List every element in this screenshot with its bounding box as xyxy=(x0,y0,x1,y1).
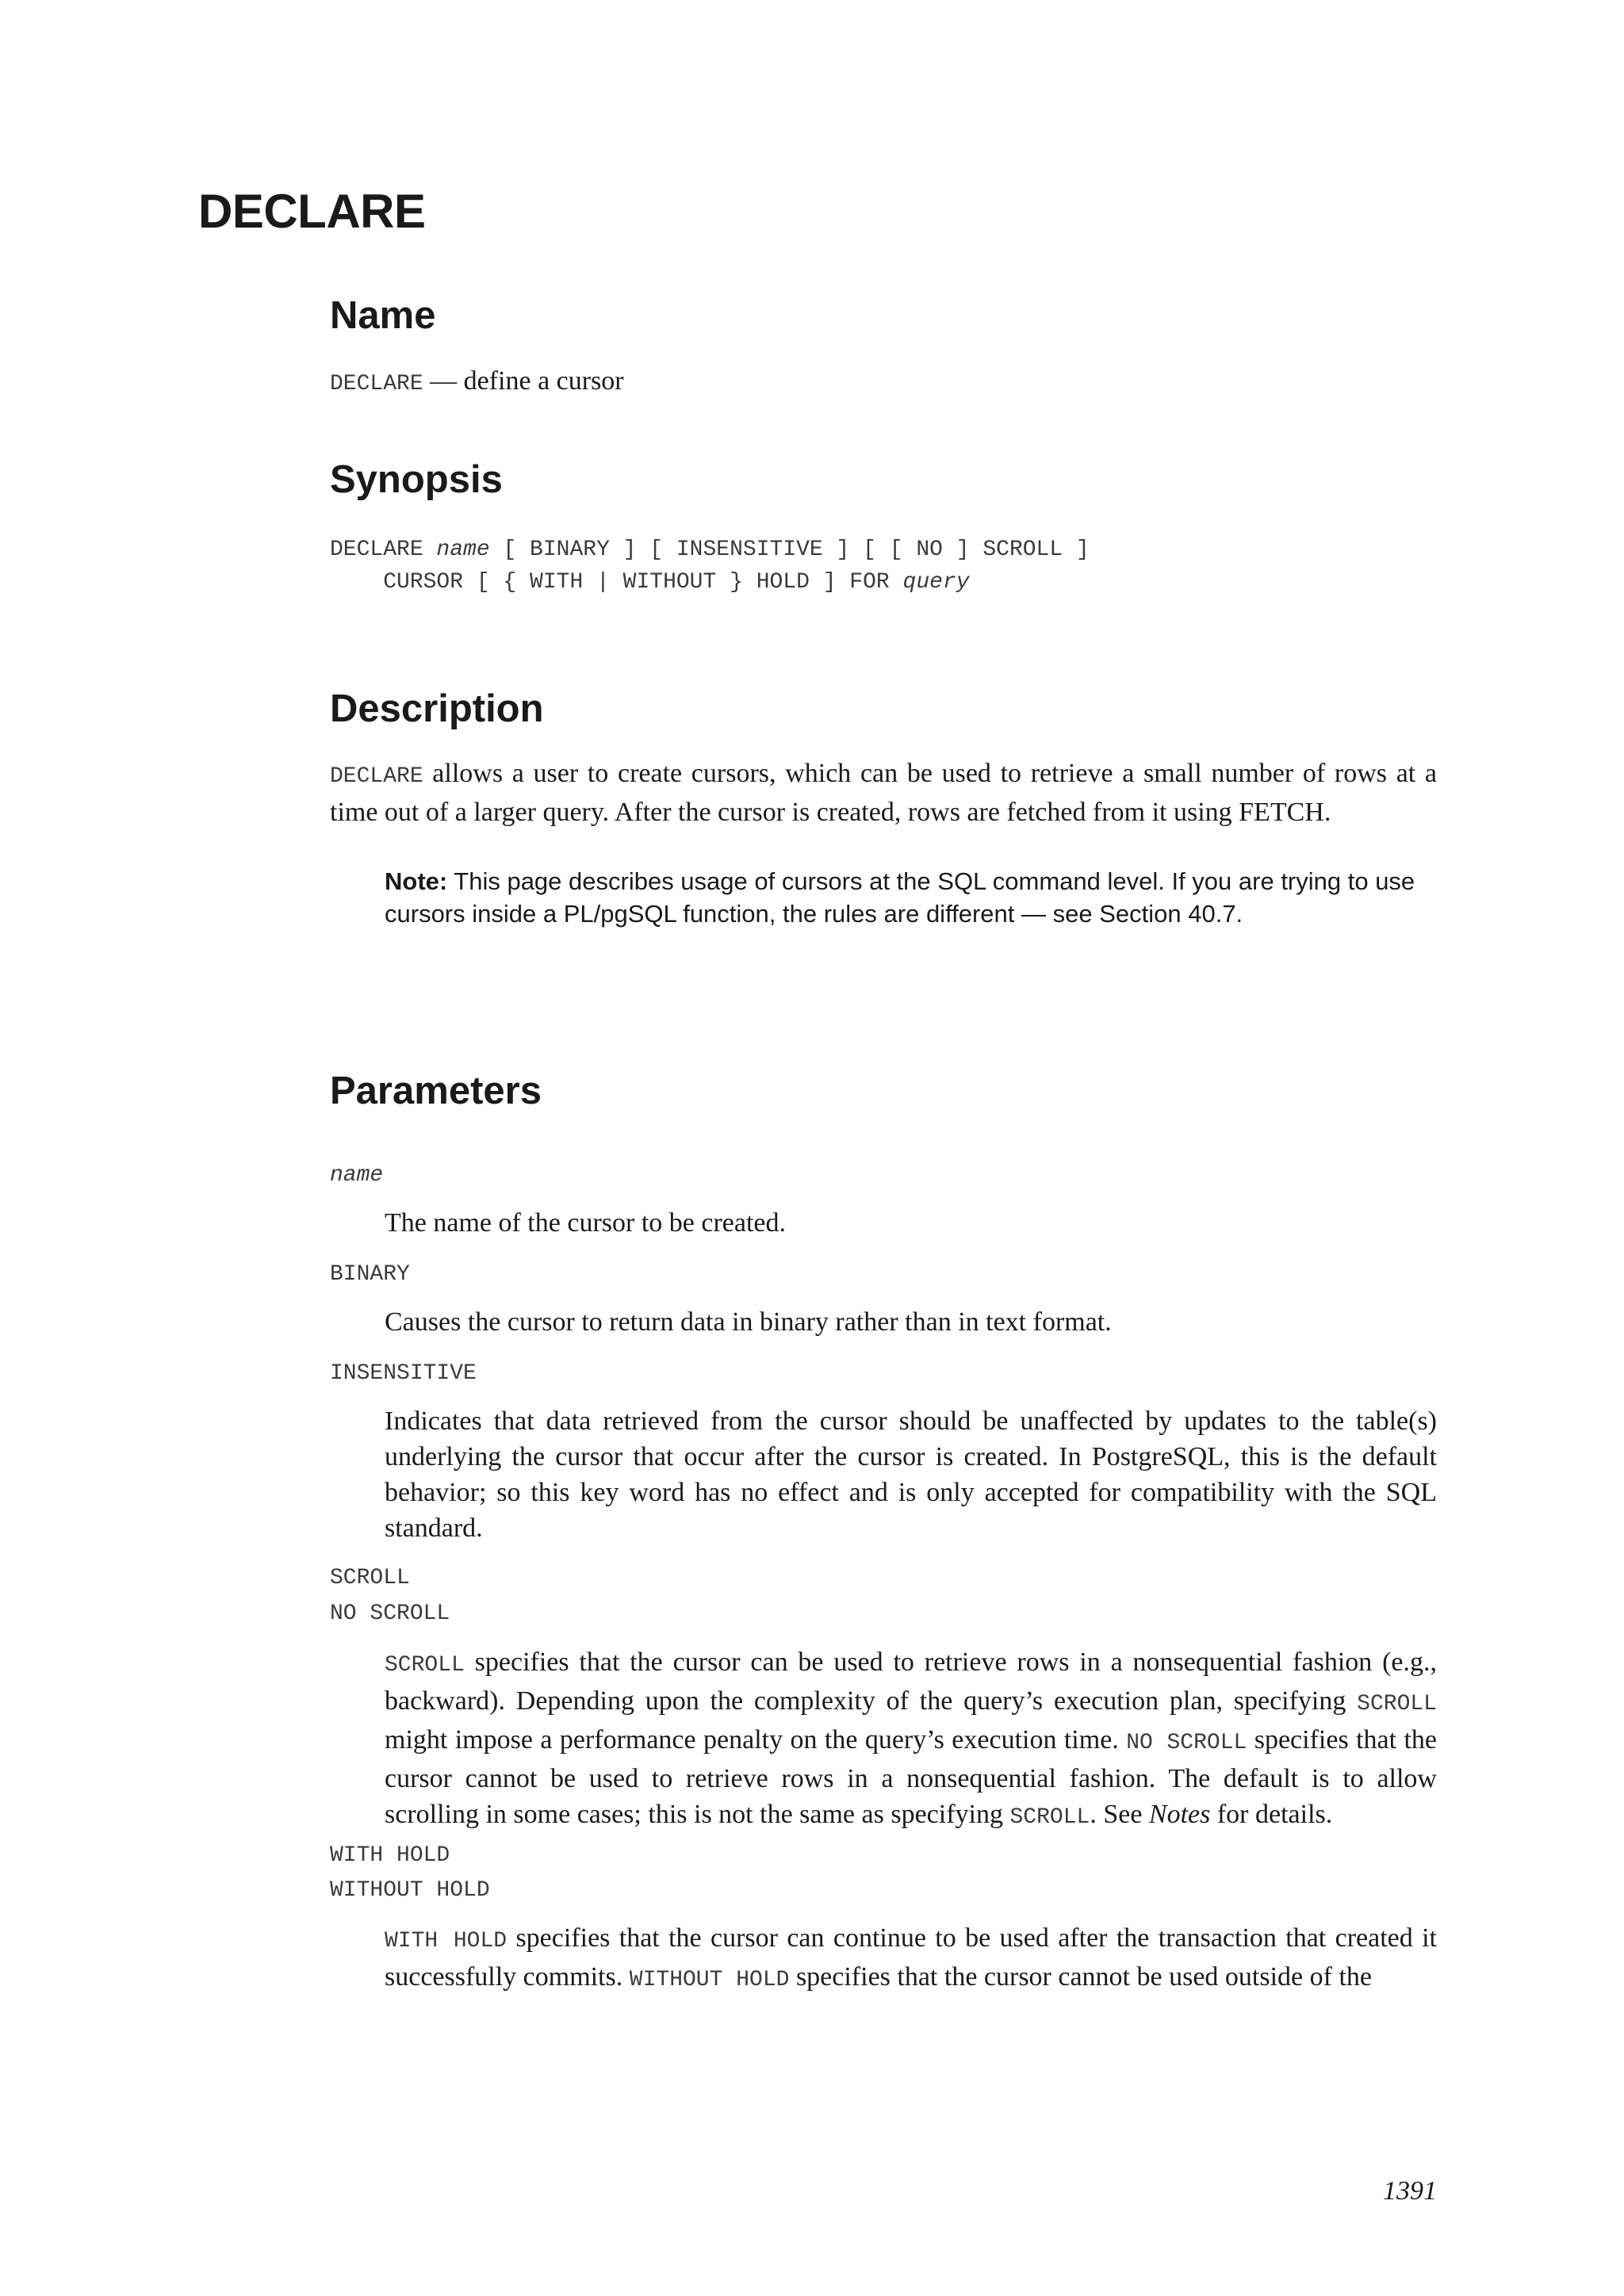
param-term-scroll: SCROLL xyxy=(330,1566,410,1590)
param-term-no-scroll: NO SCROLL xyxy=(330,1601,450,1626)
synopsis-line-1: DECLARE name [ BINARY ] [ INSENSITIVE ] [ [ NO ] SCROLL ] xyxy=(330,538,1090,562)
param-term-name: name xyxy=(330,1163,384,1188)
param-def-scroll: SCROLL specifies that the cursor can be used to retrieve rows in a nonsequential fashion (e.g., backward). Depending upon the complexity of the query’s execution plan, specifying SCROLL might impose a performance penalty on the query’s execution time. NO SCROLL specifies that the cursor cannot be used to retrieve rows in a nonsequential fashion. The default is to allow scrolling in some cases; this is not the same as specifying SCROLL. See Notes for details. xyxy=(385,1647,1437,1830)
notes-reference: Notes xyxy=(1148,1800,1211,1829)
note-text: This page describes usage of cursors at the SQL command level. If you are trying to use cursors inside a PL/pgSQL function, the rules are different — see Section 40.7. xyxy=(385,867,1415,928)
synopsis-section xyxy=(330,457,1437,502)
param-term-insensitive: INSENSITIVE xyxy=(330,1361,477,1386)
name-heading: Name xyxy=(330,294,436,337)
param-term-with-hold: WITH HOLD xyxy=(330,1843,450,1868)
synopsis-line-2: CURSOR [ { WITH | WITHOUT } HOLD ] FOR query xyxy=(330,570,970,595)
parameters-section xyxy=(330,1069,1437,1113)
synopsis-heading: Synopsis xyxy=(330,458,503,501)
param-def-name: The name of the cursor to be created. xyxy=(385,1208,786,1238)
param-def-hold: WITH HOLD specifies that the cursor can continue to be used after the transaction that created it successfully commits. WITHOUT HOLD specifies that the cursor cannot be used outside of the xyxy=(385,1923,1437,1992)
param-term-without-hold: WITHOUT HOLD xyxy=(330,1878,490,1903)
name-section xyxy=(330,293,1437,338)
name-line xyxy=(330,363,1437,402)
param-def-binary: Causes the cursor to return data in binary rather than in text format. xyxy=(385,1307,1112,1337)
command-summary: — define a cursor xyxy=(423,366,624,396)
note-box xyxy=(385,865,1437,930)
description-paragraph: DECLARE allows a user to create cursors, which can be used to retrieve a small number of rows at a time out of a larger query. After the cursor is created, rows are fetched from it using FETCH. xyxy=(330,759,1437,827)
param-def-insensitive: Indicates that data retrieved from the cursor should be unaffected by updates to the table(s) underlying the cursor that occur after the cursor is created. In PostgreSQL, this is the default behavior; so this key word has no effect and is only accepted for compatibility with the SQL standard. xyxy=(385,1406,1437,1543)
command-name: DECLARE xyxy=(330,372,423,396)
param-term-binary: BINARY xyxy=(330,1262,410,1287)
note-label: Note: xyxy=(385,867,448,895)
parameters-heading: Parameters xyxy=(330,1070,542,1112)
page-title: DECLARE xyxy=(198,185,426,238)
synopsis-block xyxy=(330,534,1437,599)
description-heading: Description xyxy=(330,687,544,730)
description-section xyxy=(330,687,1437,731)
page-number: 1391 xyxy=(1383,2176,1437,2206)
